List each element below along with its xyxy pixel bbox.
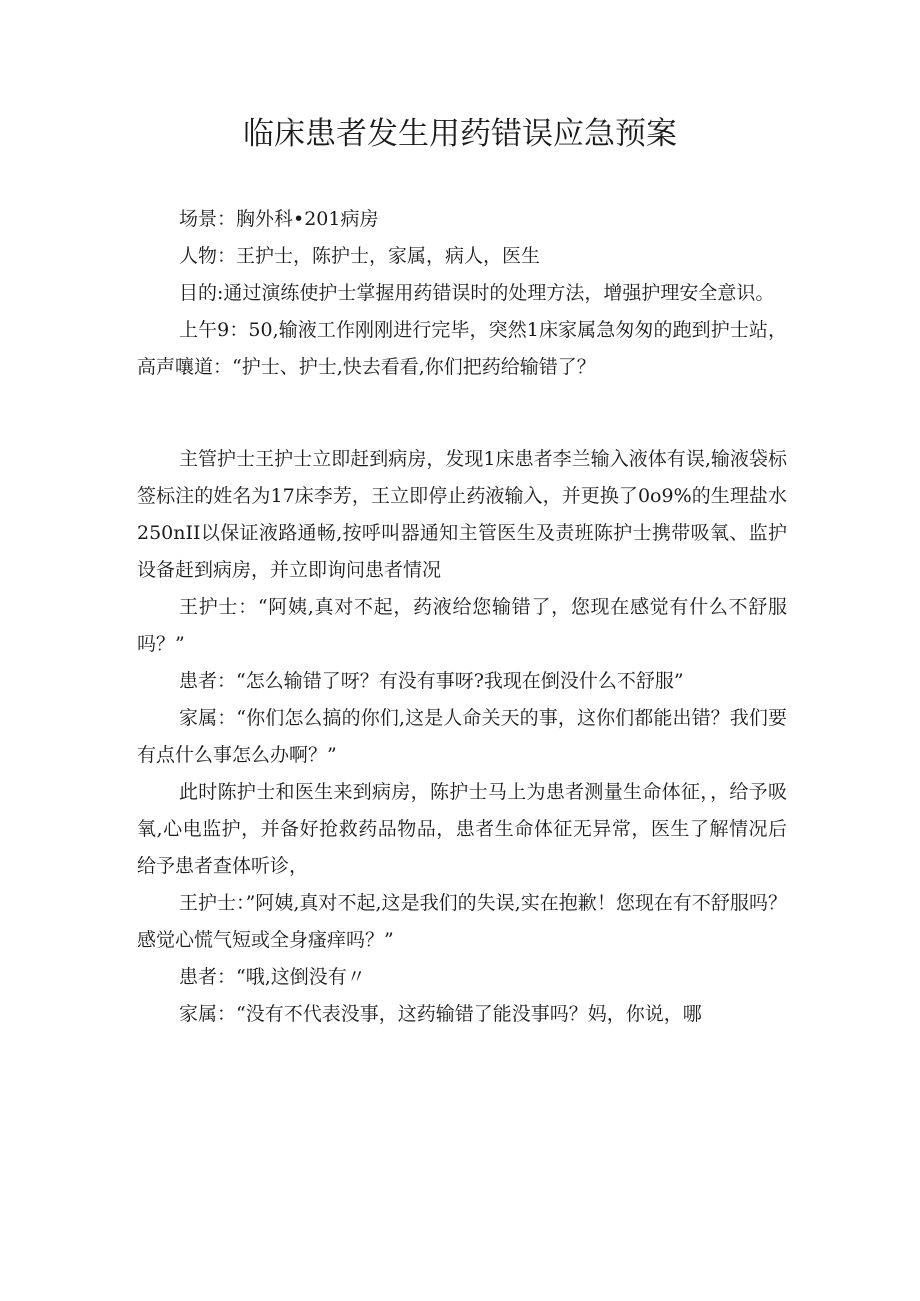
paragraph-narration: 此时陈护士和医生来到病房，陈护士马上为患者测量生命体征，，给予吸氧,心电监护，并备好抢救药品物品，患者生命体征无异常，医生了解情况后给予患者查体听诊， <box>137 781 787 877</box>
paragraph-dialogue: 家属：“没有不代表没事，这药输错了能没事吗？妈，你说，哪 <box>179 1003 702 1025</box>
paragraph-dialogue: 患者：“哦,这倒没有〃 <box>179 966 366 988</box>
paragraph-response: 主管护士王护士立即赶到病房，发现1床患者李兰输入液体有误,输液袋标签标注的姓名为17床李芳，王立即停止药液输入，并更换了0o9%的生理盐水250nII以保证液路通畅,按呼叫器通知主管医生及责班陈护士携带吸氧、监护设备赶到病房，并立即询问患者情况 <box>137 448 787 581</box>
paragraph-dialogue: 家属：“你们怎么搞的你们,这是人命关天的事，这你们都能出错？我们要有点什么事怎么办啊？” <box>137 707 787 766</box>
document-body <box>137 201 787 1033</box>
paragraph-dialogue: 王护士：”阿姨,真对不起,这是我们的失误,实在抱歉！您现在有不舒服吗？感觉心慌气短或全身瘙痒吗？” <box>137 892 787 951</box>
paragraph-scene: 场景：胸外科•201病房 <box>179 208 379 230</box>
document-title: 临床患者发生用药错误应急预案 <box>243 116 677 152</box>
paragraph-incident: 上午9：50,输液工作刚刚进行完毕，突然1床家属急匆匆的跑到护士站，高声嚷道：“护士、护士,快去看看,你们把药给输错了？ <box>137 319 787 378</box>
paragraph-purpose: 目的:通过演练使护士掌握用药错误时的处理方法，增强护理安全意识。 <box>179 282 775 304</box>
paragraph-characters: 人物：王护士，陈护士，家属，病人，医生 <box>179 245 541 267</box>
paragraph-dialogue: 王护士：“阿姨,真对不起，药液给您输错了，您现在感觉有什么不舒服吗？” <box>137 596 787 655</box>
paragraph-gap <box>137 386 787 441</box>
paragraph-dialogue: 患者：“怎么输错了呀？有没有事呀?我现在倒没什么不舒服” <box>179 670 684 692</box>
